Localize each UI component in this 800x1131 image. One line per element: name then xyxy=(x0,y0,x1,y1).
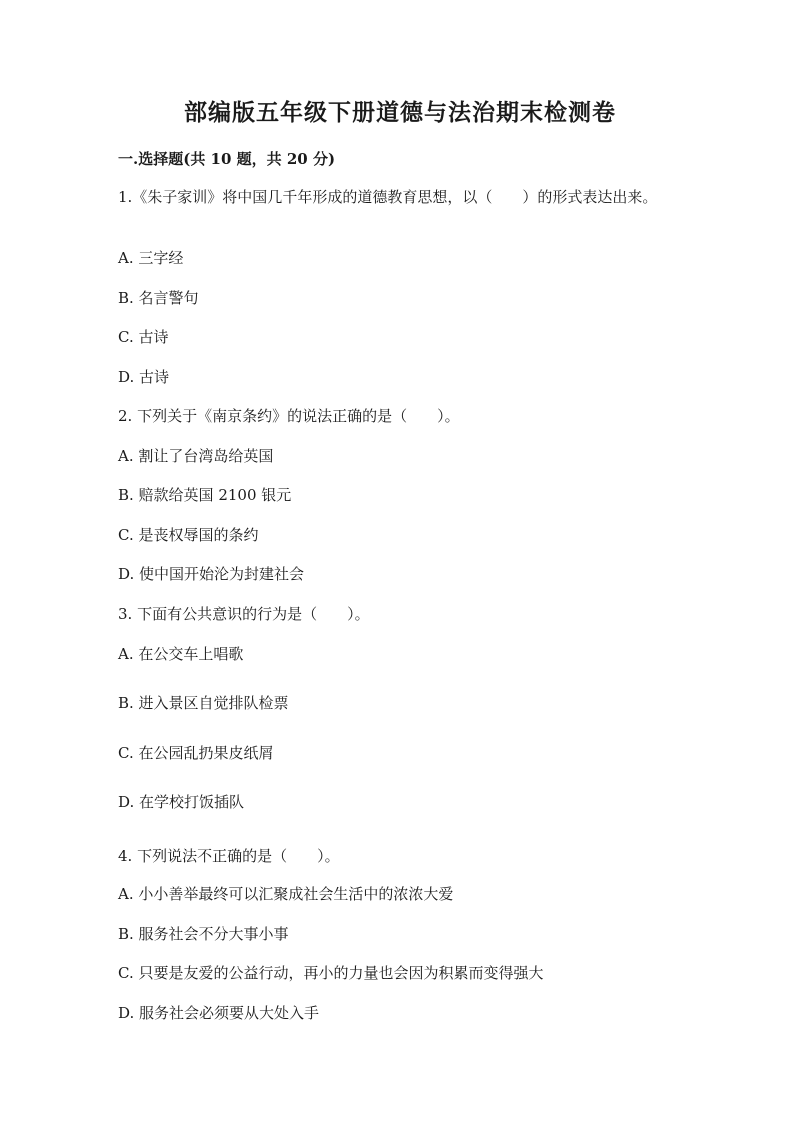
question-4-option-c: C. 只要是友爱的公益行动，再小的力量也会因为积累而变得强大 xyxy=(118,964,544,982)
question-1-option-c: C. 古诗 xyxy=(118,328,169,346)
question-2-stem: 2. 下列关于《南京条约》的说法正确的是（ ）。 xyxy=(118,407,460,425)
question-4-option-a: A. 小小善举最终可以汇聚成社会生活中的浓浓大爱 xyxy=(118,885,454,903)
question-3-option-a: A. 在公交车上唱歌 xyxy=(118,645,244,663)
question-1-option-a: A. 三字经 xyxy=(118,249,184,267)
question-2-option-d: D. 使中国开始沦为封建社会 xyxy=(118,565,305,583)
section-heading: 一.选择题(共 10 题，共 20 分) xyxy=(118,150,336,168)
question-1-option-b: B. 名言警句 xyxy=(118,289,199,307)
question-3-stem: 3. 下面有公共意识的行为是（ ）。 xyxy=(118,605,370,623)
question-4-option-d: D. 服务社会必须要从大处入手 xyxy=(118,1004,320,1022)
page-title: 部编版五年级下册道德与法治期末检测卷 xyxy=(184,99,616,126)
question-4-option-b: B. 服务社会不分大事小事 xyxy=(118,925,289,943)
question-1-stem: 1.《朱子家训》将中国几千年形成的道德教育思想，以（ ）的形式表达出来。 xyxy=(118,188,658,206)
question-2-option-b: B. 赔款给英国 2100 银元 xyxy=(118,486,292,504)
question-2-option-a: A. 割让了台湾岛给英国 xyxy=(118,447,274,465)
question-3-option-d: D. 在学校打饭插队 xyxy=(118,793,245,811)
question-4-stem: 4. 下列说法不正确的是（ ）。 xyxy=(118,847,340,865)
question-1-option-d: D. 古诗 xyxy=(118,368,170,386)
question-3-option-c: C. 在公园乱扔果皮纸屑 xyxy=(118,744,274,762)
question-2-option-c: C. 是丧权辱国的条约 xyxy=(118,526,259,544)
question-3-option-b: B. 进入景区自觉排队检票 xyxy=(118,694,289,712)
